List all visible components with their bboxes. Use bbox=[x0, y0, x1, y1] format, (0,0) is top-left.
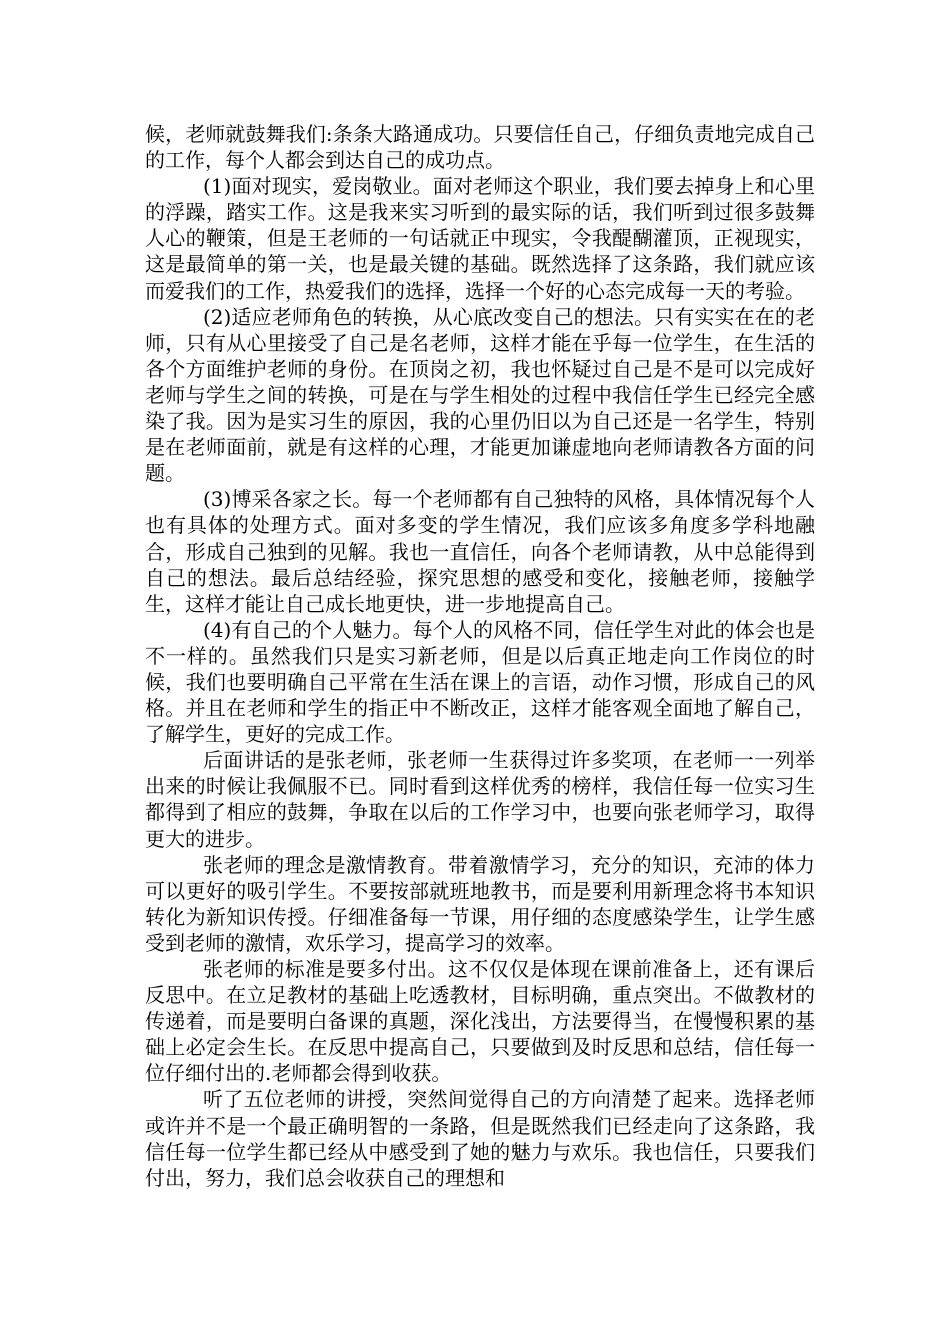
paragraph-8: 张老师的标准是要多付出。这不仅仅是体现在课前准备上，还有课后反思中。在立足教材的基础上吃透教材，目标明确，重点突出。不做教材的传递着，而是要明白备课的真题，深化浅出，方法要得当，在慢慢积累的基础上必定会生长。在反思中提高自己，只要做到及时反思和总结，信任每一位仔细付出的.老师都会得到收获。 bbox=[145, 957, 815, 1086]
paragraph-5: (4)有自己的个人魅力。每个人的风格不同，信任学生对此的体会也是不一样的。虽然我们只是实习新老师，但是以后真正地走向工作岗位的时候，我们也要明确自己平常在生活在课上的言语，动作习惯，形成自己的风格。并且在老师和学生的指正中不断改正，这样才能客观全面地了解自己，了解学生，更好的完成工作。 bbox=[145, 617, 815, 747]
paragraph-9: 听了五位老师的讲授，突然间觉得自己的方向清楚了起来。选择老师或许并不是一个最正确明智的一条路，但是既然我们已经走向了这条路，我信任每一位学生都已经从中感受到了她的魅力与欢乐。我也信任，只要我们付出，努力，我们总会收获自己的理想和 bbox=[145, 1087, 815, 1190]
paragraph-6: 后面讲话的是张老师，张老师一生获得过许多奖项，在老师一一列举出来的时候让我佩服不已。同时看到这样优秀的榜样，我信任每一位实习生都得到了相应的鼓舞，争取在以后的工作学习中，也要向张老师学习，取得更大的进步。 bbox=[145, 748, 815, 851]
paragraph-4: (3)博采各家之长。每一个老师都有自己独特的风格，具体情况每个人也有具体的处理方式。面对多变的学生情况，我们应该多角度多学科地融合，形成自己独到的见解。我也一直信任，向各个老师请教，从中总能得到自己的想法。最后总结经验，探究思想的感受和变化，接触老师，接触学生，这样才能让自己成长地更快，进一步地提高自己。 bbox=[145, 487, 815, 616]
paragraph-1: 候，老师就鼓舞我们:条条大路通成功。只要信任自己，仔细负责地完成自己的工作，每个人都会到达自己的成功点。 bbox=[145, 122, 815, 173]
paragraph-2: (1)面对现实，爱岗敬业。面对老师这个职业，我们要去掉身上和心里的浮躁，踏实工作。这是我来实习听到的最实际的话，我们听到过很多鼓舞人心的鞭策，但是王老师的一句话就正中现实，令我醍醐灌顶，正视现实，这是最简单的第一关，也是最关键的基础。既然选择了这条路，我们就应该而爱我们的工作，热爱我们的选择，选择一个好的心态完成每一天的考验。 bbox=[145, 174, 815, 303]
paragraph-7: 张老师的理念是激情教育。带着激情学习，充分的知识，充沛的体力可以更好的吸引学生。不要按部就班地教书，而是要利用新理念将书本知识转化为新知识传授。仔细准备每一节课，用仔细的态度感染学生，让学生感受到老师的激情，欢乐学习，提高学习的效率。 bbox=[145, 852, 815, 955]
document-body bbox=[145, 121, 815, 1191]
paragraph-3: (2)适应老师角色的转换，从心底改变自己的想法。只有实实在在的老师，只有从心里接受了自己是名老师，这样才能在乎每一位学生，在生活的各个方面维护老师的身份。在顶岗之初，我也怀疑过自己是不是可以完成好老师与学生之间的转换，可是在与学生相处的过程中我信任学生已经完全感染了我。因为是实习生的原因，我的心里仍旧以为自己还是一名学生，特别是在老师面前，就是有这样的心理，才能更加谦虚地向老师请教各方面的问题。 bbox=[145, 304, 815, 486]
